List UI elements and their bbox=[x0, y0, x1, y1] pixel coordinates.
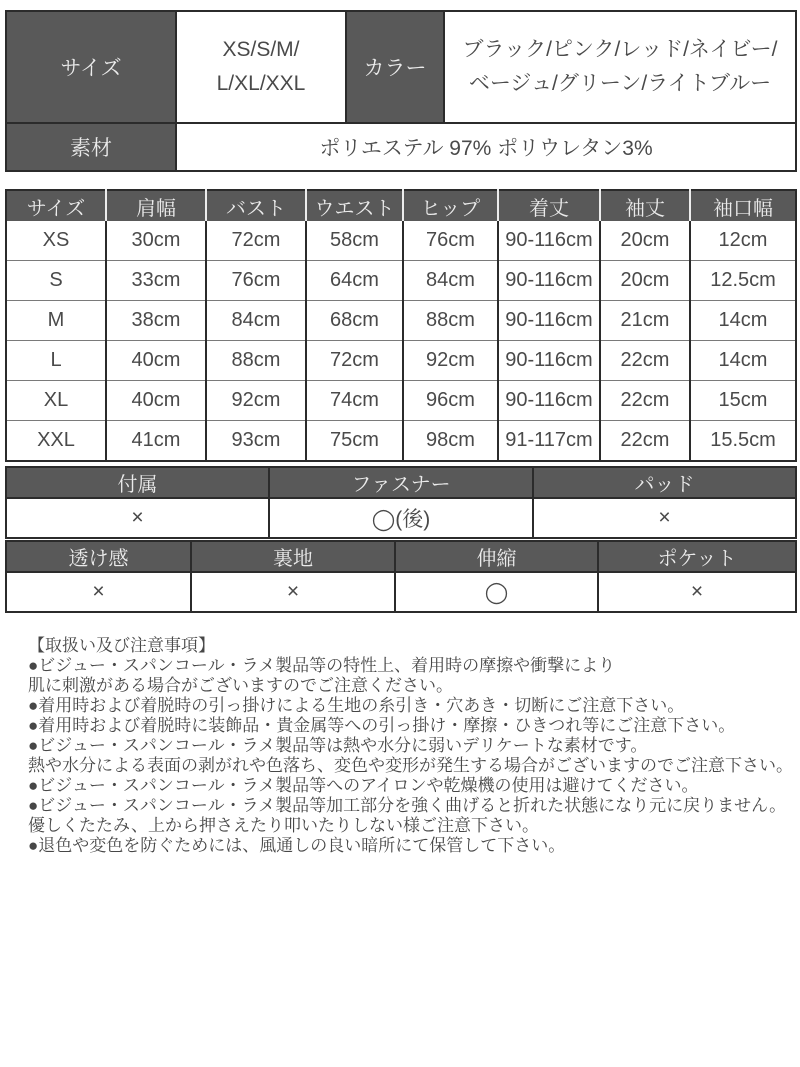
cell-hip: 76cm bbox=[403, 221, 498, 261]
features-table-2 bbox=[5, 540, 797, 613]
cell-bust: 72cm bbox=[206, 221, 306, 261]
cell-shoulder: 40cm bbox=[106, 341, 206, 381]
cell-waist: 58cm bbox=[306, 221, 403, 261]
cell-hip: 84cm bbox=[403, 261, 498, 301]
header-sheerness: 透け感 bbox=[6, 541, 191, 572]
header-pad: パッド bbox=[533, 467, 796, 498]
size-table-header-row bbox=[6, 190, 796, 221]
color-value-line1: ブラック/ピンク/レッド/ネイビー/ bbox=[462, 38, 778, 61]
cell-hip: 96cm bbox=[403, 381, 498, 421]
note-line: 肌に刺激がある場合がございますのでご注意ください。 bbox=[28, 676, 453, 695]
col-header-hip: ヒップ bbox=[403, 190, 498, 221]
cell-size: XL bbox=[6, 381, 106, 421]
cell-length: 90-116cm bbox=[498, 381, 600, 421]
features-table-1 bbox=[5, 466, 797, 539]
size-row-l bbox=[6, 341, 796, 381]
cell-size: M bbox=[6, 301, 106, 341]
header-stretch: 伸縮 bbox=[395, 541, 598, 572]
cell-waist: 72cm bbox=[306, 341, 403, 381]
size-row-s bbox=[6, 261, 796, 301]
size-row-m bbox=[6, 301, 796, 341]
note-line: 熱や水分による表面の剥がれや色落ち、変色や変形が発生する場合がございますのでご注意下さい。 bbox=[28, 756, 793, 775]
note-line: ●ビジュー・スパンコール・ラメ製品等の特性上、着用時の摩擦や衝撃により bbox=[28, 656, 616, 675]
features1-header-row bbox=[6, 467, 796, 498]
cell-waist: 68cm bbox=[306, 301, 403, 341]
features1-value-row bbox=[6, 498, 796, 538]
col-header-shoulder: 肩幅 bbox=[106, 190, 206, 221]
cell-shoulder: 40cm bbox=[106, 381, 206, 421]
note-line: ●ビジュー・スパンコール・ラメ製品等加工部分を強く曲げると折れた状態になり元に戻りません。 bbox=[28, 796, 787, 815]
material-label-cell: 素材 bbox=[6, 123, 176, 171]
size-row-xs bbox=[6, 221, 796, 261]
cell-hip: 98cm bbox=[403, 421, 498, 462]
cell-cuff: 15.5cm bbox=[690, 421, 796, 462]
size-row-xl bbox=[6, 381, 796, 421]
value-lining: × bbox=[191, 572, 395, 612]
care-notes-title: 【取扱い及び注意事項】 bbox=[28, 636, 215, 655]
material-value-cell: ポリエステル 97% ポリウレタン3% bbox=[176, 123, 796, 171]
cell-cuff: 12.5cm bbox=[690, 261, 796, 301]
value-sheerness: × bbox=[6, 572, 191, 612]
col-header-length: 着丈 bbox=[498, 190, 600, 221]
cell-sleeve: 22cm bbox=[600, 341, 690, 381]
cell-shoulder: 33cm bbox=[106, 261, 206, 301]
col-header-bust: バスト bbox=[206, 190, 306, 221]
header-pocket: ポケット bbox=[598, 541, 796, 572]
care-notes-section bbox=[28, 636, 793, 856]
cell-bust: 76cm bbox=[206, 261, 306, 301]
cell-waist: 64cm bbox=[306, 261, 403, 301]
value-fastener: ◯(後) bbox=[269, 498, 533, 538]
value-accessories: × bbox=[6, 498, 269, 538]
cell-sleeve: 20cm bbox=[600, 261, 690, 301]
cell-length: 90-116cm bbox=[498, 341, 600, 381]
cell-cuff: 15cm bbox=[690, 381, 796, 421]
top-info-table bbox=[5, 10, 797, 172]
features-section-2 bbox=[5, 540, 797, 613]
cell-cuff: 12cm bbox=[690, 221, 796, 261]
note-line: ●着用時および着脱時に装飾品・貴金属等への引っ掛け・摩擦・ひきつれ等にご注意下さい。 bbox=[28, 716, 736, 735]
value-stretch: ◯ bbox=[395, 572, 598, 612]
cell-size: L bbox=[6, 341, 106, 381]
col-header-cuff: 袖口幅 bbox=[690, 190, 796, 221]
cell-bust: 92cm bbox=[206, 381, 306, 421]
cell-sleeve: 22cm bbox=[600, 421, 690, 462]
size-value-line1: XS/S/M/ bbox=[222, 38, 300, 61]
header-lining: 裏地 bbox=[191, 541, 395, 572]
cell-size: XS bbox=[42, 229, 70, 251]
size-row-xxl bbox=[6, 421, 796, 462]
cell-shoulder: 38cm bbox=[106, 301, 206, 341]
cell-size: XXL bbox=[6, 421, 106, 462]
cell-length: 90-116cm bbox=[498, 261, 600, 301]
cell-cuff: 14cm bbox=[690, 301, 796, 341]
cell-sleeve: 20cm bbox=[600, 221, 690, 261]
note-line: ●ビジュー・スパンコール・ラメ製品等は熱や水分に弱いデリケートな素材です。 bbox=[28, 736, 648, 755]
note-line: ●退色や変色を防ぐためには、風通しの良い暗所にて保管して下さい。 bbox=[28, 836, 566, 855]
size-spec-table bbox=[5, 189, 797, 462]
size-value-cell bbox=[176, 11, 346, 123]
size-label-cell: サイズ bbox=[6, 11, 176, 123]
features2-header-row bbox=[6, 541, 796, 572]
value-pocket: × bbox=[598, 572, 796, 612]
value-pad: × bbox=[533, 498, 796, 538]
cell-bust: 88cm bbox=[206, 341, 306, 381]
size-spec-section bbox=[5, 189, 797, 462]
header-accessories: 付属 bbox=[6, 467, 269, 498]
cell-sleeve: 21cm bbox=[600, 301, 690, 341]
cell-hip: 92cm bbox=[403, 341, 498, 381]
features-section-1 bbox=[5, 466, 797, 539]
cell-bust: 84cm bbox=[206, 301, 306, 341]
cell-waist: 75cm bbox=[306, 421, 403, 462]
top-info-section bbox=[5, 10, 797, 172]
cell-size: S bbox=[6, 261, 106, 301]
features2-value-row bbox=[6, 572, 796, 612]
cell-hip: 88cm bbox=[403, 301, 498, 341]
cell-waist: 74cm bbox=[306, 381, 403, 421]
cell-cuff: 14cm bbox=[690, 341, 796, 381]
cell-length: 91-117cm bbox=[498, 421, 600, 462]
color-value-cell bbox=[444, 11, 796, 123]
col-header-waist: ウエスト bbox=[306, 190, 403, 221]
cell-length: 90-116cm bbox=[498, 301, 600, 341]
cell-sleeve: 22cm bbox=[600, 381, 690, 421]
cell-bust: 93cm bbox=[206, 421, 306, 462]
col-header-size: サイズ bbox=[6, 190, 106, 221]
cell-shoulder: 41cm bbox=[106, 421, 206, 462]
color-label-cell: カラー bbox=[346, 11, 444, 123]
note-line: 優しくたたみ、上から押さえたり叩いたりしない様ご注意下さい。 bbox=[28, 816, 540, 835]
size-value-line2: L/XL/XXL bbox=[216, 72, 306, 95]
cell-shoulder: 30cm bbox=[106, 221, 206, 261]
color-value-line2: ベージュ/グリーン/ライトブルー bbox=[468, 72, 772, 95]
note-line: ●着用時および着脱時の引っ掛けによる生地の糸引き・穴あき・切断にご注意下さい。 bbox=[28, 696, 685, 715]
note-line: ●ビジュー・スパンコール・ラメ製品等へのアイロンや乾燥機の使用は避けてください。 bbox=[28, 776, 699, 795]
cell-length: 90-116cm bbox=[498, 221, 600, 261]
header-fastener: ファスナー bbox=[269, 467, 533, 498]
col-header-sleeve: 袖丈 bbox=[600, 190, 690, 221]
